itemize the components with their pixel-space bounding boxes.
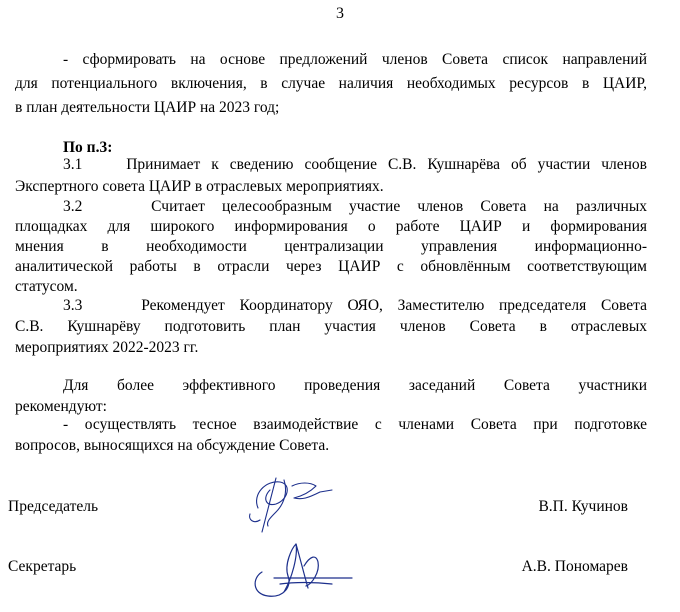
paragraph-line: для потенциального включения, в случае наличия необходимых ресурсов в ЦАИР, [15,75,647,92]
signatory-name: В.П. Кучинов [538,498,628,515]
page-number: 3 [336,5,344,22]
paragraph-line: С.В. Кушнарёву подготовить план участия членов Совета в отраслевых [15,318,647,335]
paragraph-line: мероприятиях 2022-2023 гг. [15,339,199,356]
section-heading: По п.3: [63,139,113,156]
paragraph-line: площадках для широкого информирования о работе ЦАИР и формирования [15,218,647,235]
paragraph-line: статусом. [15,278,78,295]
paragraph-line: вопросов, выносящихся на обсуждение Совета. [15,437,330,454]
paragraph-line: Для более эффективного проведения заседаний Совета участники [63,377,647,394]
signatory-role: Председатель [8,498,99,515]
paragraph-line: рекомендуют: [15,398,107,415]
secretary-signature-icon [244,538,364,608]
paragraph-line: - осуществлять тесное взаимодействие с членами Совета при подготовке [63,416,647,433]
paragraph-line: мнения в необходимости централизации управления информационно- [15,238,647,255]
paragraph-line: 3.2 Считает целесообразным участие членов Совета на различных [63,198,647,215]
paragraph-line: Экспертного совета ЦАИР в отраслевых мероприятиях. [15,178,384,195]
paragraph-line: 3.1 Принимает к сведению сообщение С.В. Кушнарёва об участии членов [63,156,647,173]
paragraph-line: аналитической работы в отрасли через ЦАИР с обновлённым соответствующим [15,258,647,275]
signatory-role: Секретарь [8,558,77,575]
chairman-signature-icon [236,470,346,540]
paragraph-line: в план деятельности ЦАИР на 2023 год; [15,99,280,116]
signatory-name: А.В. Пономарев [521,558,628,575]
paragraph-line: 3.3 Рекомендует Координатору ОЯО, Заместителю председателя Совета [63,297,647,314]
paragraph-line: - сформировать на основе предложений членов Совета список направлений [63,51,647,68]
